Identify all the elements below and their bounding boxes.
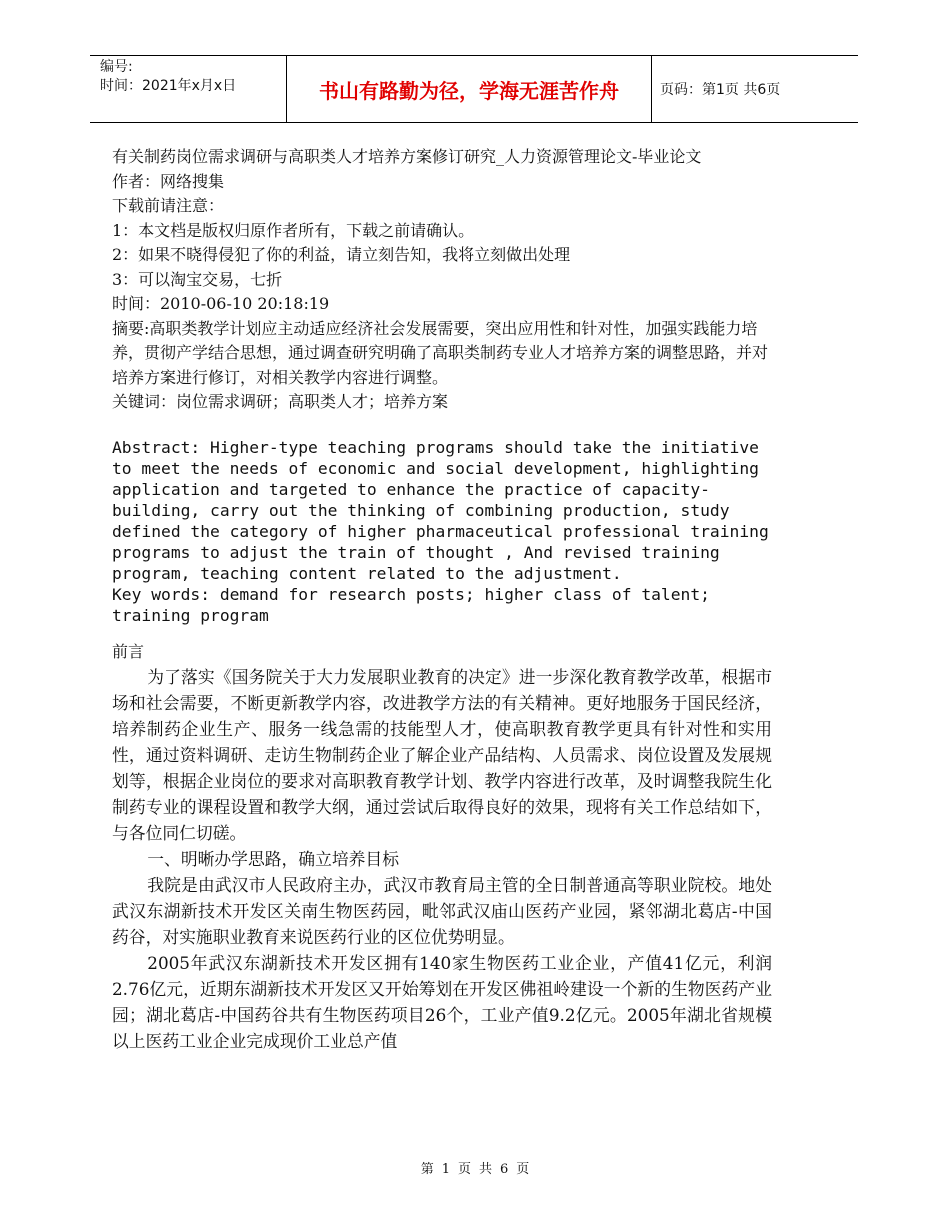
document-body xyxy=(112,145,779,1054)
footer-total-pages: 6 xyxy=(500,1162,509,1177)
keywords-en: Key words: demand for research posts; higher class of talent; training program xyxy=(112,584,720,625)
abstract-cn: 摘要:高职类教学计划应主动适应经济社会发展需要，突出应用性和针对性，加强实践能力培养，贯彻产学结合思想，通过调查研究明确了高职类制药专业人才培养方案的调整思路，并对培养方案进行修订，对相关教学内容进行调整。 xyxy=(112,318,769,387)
notice-title: 下载前请注意： xyxy=(112,196,225,215)
abstract-en: Abstract: Higher-type teaching programs should take the initiative to meet the needs of economic and social development, highlighting application and targeted to enhance the practice of capacity-building, carry out the thinking of combining production, study defined the category of higher pharmaceutical professional training programs to adjust the train of thought , And revised training program, teaching content related to the adjustment. xyxy=(112,437,779,583)
document-time-label: 时间：2021年x月x日 xyxy=(100,78,237,94)
preface-title: 前言 xyxy=(112,641,145,661)
document-title: 有关制药岗位需求调研与高职类人才培养方案修订研究_人力资源管理论文-毕业论文 xyxy=(112,147,702,166)
notice-item: 3：可以淘宝交易，七折 xyxy=(112,269,283,289)
footer-text: 页 xyxy=(516,1162,530,1177)
body-paragraph: 为了落实《国务院关于大力发展职业教育的决定》进一步深化教育教学改革，根据市场和社会需要，不断更新教学内容，改进教学方法的有关精神。更好地服务于国民经济，培养制药企业生产、服务一线急需的技能型人才，使高职教育教学更具有针对性和实用性，通过资料调研、走访生物制药企业了解企业产品结构、人员需求、岗位设置及发展规划等，根据企业岗位的要求对高职教育教学计划、教学内容进行改革，及时调整我院生化制药专业的课程设置和教学大纲，通过尝试后取得良好的效果，现将有关工作总结如下，与各位同仁切磋。 xyxy=(112,667,772,843)
footer-text: 第 xyxy=(420,1162,434,1177)
notice-item: 1：本文档是版权归原作者所有，下载之前请确认。 xyxy=(112,220,475,240)
header-meta xyxy=(100,58,236,96)
document-number-label: 编号: xyxy=(100,59,133,75)
notice-item: 2：如果不晓得侵犯了你的利益，请立刻告知，我将立刻做出处理 xyxy=(112,245,571,264)
footer-text: 共 xyxy=(479,1162,493,1177)
header-page-info: 页码：第1页 共6页 xyxy=(660,82,781,98)
header-motto: 书山有路勤为径，学海无涯苦作舟 xyxy=(286,56,652,122)
page-footer xyxy=(0,1158,950,1177)
document-time: 时间：2010-06-10 20:18:19 xyxy=(112,294,330,313)
body-paragraph: 我院是由武汉市人民政府主办，武汉市教育局主管的全日制普通高等职业院校。地处武汉东湖新技术开发区关南生物医药园，毗邻武汉庙山医药产业园，紧邻湖北葛店-中国药谷，对实施职业教育来说医药行业的区位优势明显。 xyxy=(112,875,772,947)
keywords-cn: 关键词：岗位需求调研；高职类人才；培养方案 xyxy=(112,392,449,411)
body-paragraph: 2005年武汉东湖新技术开发区拥有140家生物医药工业企业，产值41亿元，利润2.76亿元，近期东湖新技术开发区又开始筹划在开发区佛祖岭建设一个新的生物医药产业园；湖北葛店-中国药谷共有生物医药项目26个，工业产值9.2亿元。2005年湖北省规模以上医药工业企业完成现价工业总产值 xyxy=(112,953,772,1051)
section-heading: 一、明晰办学思路，确立培养目标 xyxy=(147,849,399,869)
page-header xyxy=(90,55,858,123)
document-author: 作者：网络搜集 xyxy=(112,171,225,191)
footer-text: 页 xyxy=(457,1162,471,1177)
footer-current-page: 1 xyxy=(441,1162,450,1177)
